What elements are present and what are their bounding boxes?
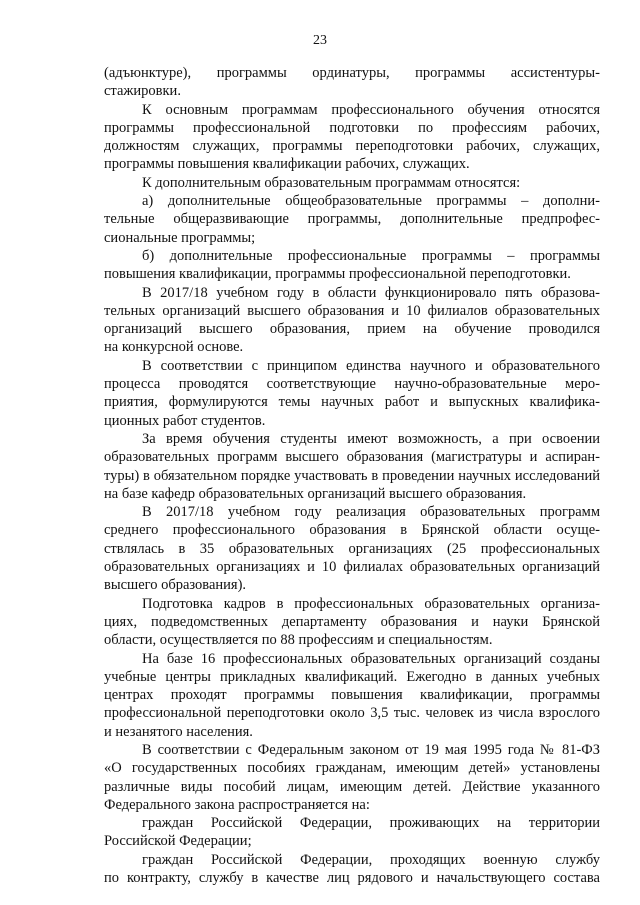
text-line: В соответствии с принципом единства научного и образовательного	[142, 357, 600, 374]
paragraph	[104, 650, 600, 741]
text-line: «О государственных пособиях гражданам, имеющим детей» установлены	[104, 760, 600, 777]
text-line: В соответствии с Федеральным законом от 19 мая 1995 года № 81-ФЗ	[142, 741, 600, 758]
paragraph	[104, 101, 600, 174]
text-line: В 2017/18 учебном году в области функционировало пять образова-	[142, 284, 600, 301]
text-line: и незанятого населения.	[104, 723, 253, 740]
text-line: Федерального закона распространяется на:	[104, 796, 370, 813]
paragraph	[104, 814, 600, 851]
text-line: программы профессиональной подготовки по профессиям рабочих,	[104, 119, 600, 136]
paragraph	[104, 284, 600, 357]
text-line: б) дополнительные профессиональные программы – программы	[142, 247, 600, 264]
paragraph	[104, 64, 600, 101]
text-line: туры) в обязательном порядке участвовать в проведении научных исследований	[104, 467, 600, 484]
text-line: циях, подведомственных департаменту образования и науки Брянской	[104, 613, 600, 630]
text-line: (адъюнктуре), программы ординатуры, программы ассистентуры-	[104, 65, 600, 81]
text-line: организаций высшего образования, прием на обучение проводился	[104, 321, 600, 338]
paragraph	[104, 430, 600, 503]
text-line: на конкурсной основе.	[104, 339, 244, 356]
paragraph	[104, 192, 600, 247]
text-line: центрах проходят программы повышения квалификации, программы	[104, 687, 600, 704]
text-line: среднего профессионального образования в Брянской области осуще-	[104, 522, 600, 539]
paragraph	[104, 174, 600, 192]
text-line: на базе кафедр образовательных организаций высшего образования.	[104, 485, 527, 502]
text-line: высшего образования).	[104, 577, 247, 594]
text-line: приятия, формулируются темы научных работ и выпускных квалифика-	[104, 394, 600, 411]
text-line: граждан Российской Федерации, проживающих на территории	[142, 815, 600, 832]
text-line: образовательных программ высшего образования (магистратуры и аспиран-	[104, 449, 600, 466]
text-line: по контракту, службу в качестве лиц рядового и начальствующего состава	[104, 870, 600, 887]
document-body	[104, 64, 600, 887]
text-line: В 2017/18 учебном году реализация образовательных программ	[142, 504, 600, 521]
text-line: должностям служащих, программы переподготовки рабочих, служащих,	[104, 138, 600, 155]
paragraph	[104, 247, 600, 284]
text-line: области, осуществляется по 88 профессиям и специальностям.	[104, 632, 493, 649]
text-line: учебные центры прикладных квалификаций. Ежегодно в данных учебных	[104, 668, 600, 685]
text-line: тельные общеразвивающие программы, дополнительные предпрофес-	[104, 211, 600, 228]
text-line: сиональные программы;	[104, 229, 256, 246]
text-line: граждан Российской Федерации, проходящих военную службу	[142, 851, 600, 868]
text-line: ствлялась в 35 образовательных организациях (25 профессиональных	[104, 540, 600, 557]
text-line: стажировки.	[104, 83, 181, 100]
text-line: К дополнительным образовательным программам относятся:	[142, 174, 521, 191]
paragraph	[104, 595, 600, 650]
text-line: За время обучения студенты имеют возможность, а при освоении	[142, 430, 600, 447]
text-line: Российской Федерации;	[104, 833, 252, 850]
text-line: На базе 16 профессиональных образовательных организаций созданы	[142, 650, 600, 667]
paragraph	[104, 741, 600, 814]
text-line: К основным программам профессионального обучения относятся	[142, 101, 600, 118]
text-line: процесса проводятся соответствующие научно-образовательные меро-	[104, 376, 600, 393]
page-number: 23	[313, 33, 327, 48]
text-line: различные виды пособий лицам, имеющим детей. Действие указанного	[104, 778, 600, 795]
text-line: повышения квалификации, программы профессиональной переподготовки.	[104, 266, 571, 283]
text-line: тельных организаций высшего образования и 10 филиалов образовательных	[104, 302, 600, 319]
paragraph	[104, 357, 600, 430]
text-line: программы повышения квалификации рабочих, служащих.	[104, 156, 470, 173]
text-line: профессиональной переподготовки около 3,5 тыс. человек из числа взрослого	[104, 705, 600, 722]
text-line: образовательных организациях и 10 филиалах образовательных организаций	[104, 559, 600, 576]
text-line: Подготовка кадров в профессиональных образовательных организа-	[142, 595, 600, 612]
text-line: а) дополнительные общеобразовательные программы – дополни-	[142, 193, 600, 210]
text-line: ционных работ студентов.	[104, 412, 266, 429]
paragraph	[104, 851, 600, 888]
paragraph	[104, 503, 600, 594]
